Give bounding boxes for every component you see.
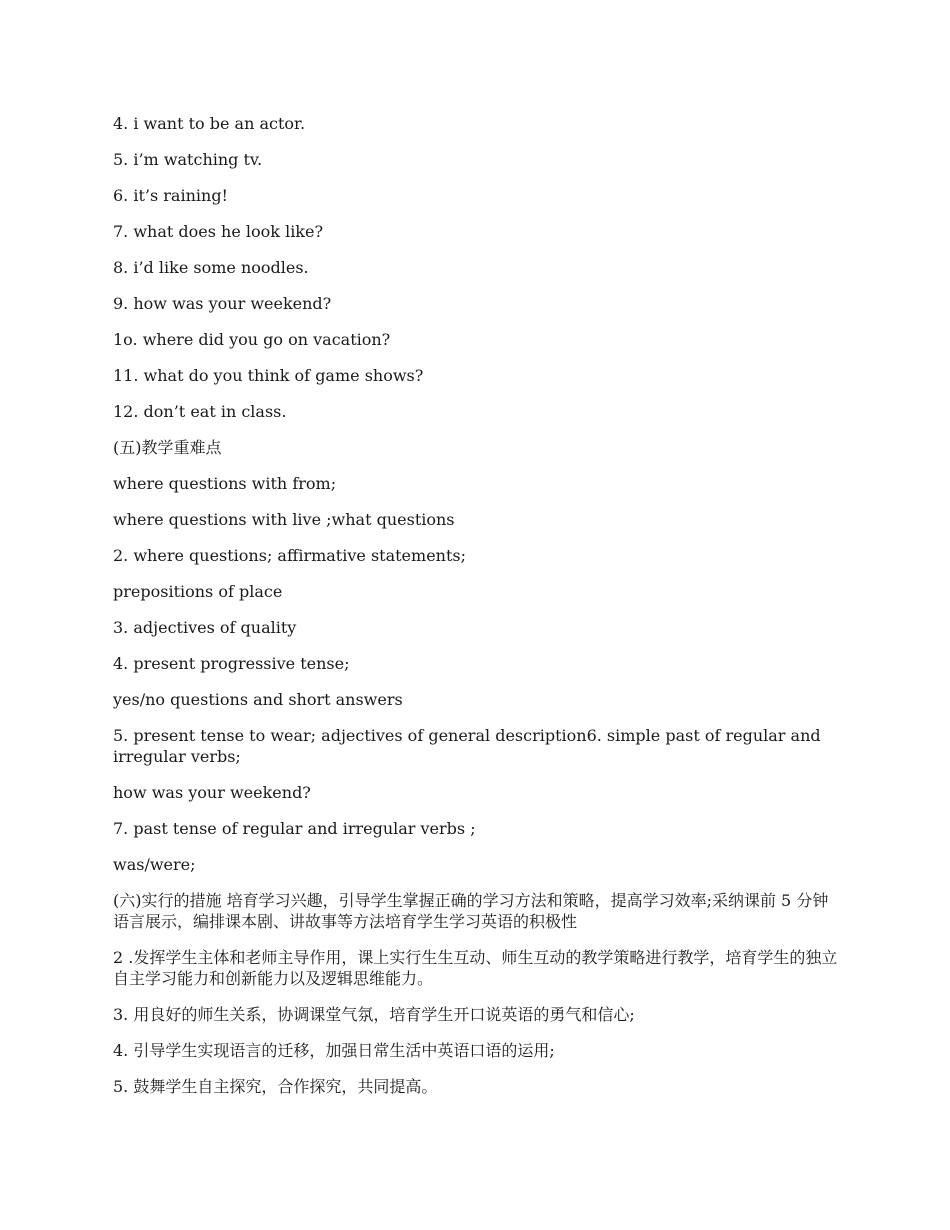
paragraph: 12. don’t eat in class. — [113, 402, 287, 421]
paragraph: 4. 引导学生实现语言的迁移，加强日常生活中英语口语的运用; — [113, 1041, 555, 1060]
paragraph: where questions with from; — [113, 474, 337, 493]
paragraph: 5. present tense to wear; adjectives of general description6. simple past of regular and irregular verbs; — [113, 726, 821, 766]
paragraph: 5. i’m watching tv. — [113, 150, 263, 169]
paragraph: 9. how was your weekend? — [113, 294, 332, 313]
document-body — [113, 113, 843, 1112]
paragraph: 4. present progressive tense; — [113, 654, 350, 673]
paragraph: 7. past tense of regular and irregular verbs ; — [113, 819, 476, 838]
paragraph: 11. what do you think of game shows? — [113, 366, 424, 385]
paragraph: 7. what does he look like? — [113, 222, 324, 241]
paragraph: 2. where questions; affirmative statements; — [113, 546, 466, 565]
paragraph: 3. adjectives of quality — [113, 618, 297, 637]
paragraph: was/were; — [113, 855, 196, 874]
paragraph: 3. 用良好的师生关系，协调课堂气氛，培育学生开口说英语的勇气和信心; — [113, 1005, 635, 1024]
paragraph: how was your weekend? — [113, 783, 311, 802]
paragraph: yes/no questions and short answers — [113, 690, 403, 709]
section-heading: (五)教学重难点 — [113, 438, 222, 457]
paragraph: 2 .发挥学生主体和老师主导作用，课上实行生生互动、师生互动的教学策略进行教学，培育学生的独立自主学习能力和创新能力以及逻辑思维能力。 — [113, 948, 838, 988]
paragraph: where questions with live ;what questions — [113, 510, 455, 529]
paragraph: 1o. where did you go on vacation? — [113, 330, 391, 349]
paragraph: 5. 鼓舞学生自主探究，合作探究，共同提高。 — [113, 1077, 438, 1096]
paragraph: prepositions of place — [113, 582, 283, 601]
paragraph: 6. it’s raining! — [113, 186, 228, 205]
paragraph: 4. i want to be an actor. — [113, 114, 306, 133]
section-heading-measures: (六)实行的措施 培育学习兴趣，引导学生掌握正确的学习方法和策略，提高学习效率;采纳课前 5 分钟语言展示，编排课本剧、讲故事等方法培育学生学习英语的积极性 — [113, 891, 829, 931]
paragraph: 8. i’d like some noodles. — [113, 258, 309, 277]
